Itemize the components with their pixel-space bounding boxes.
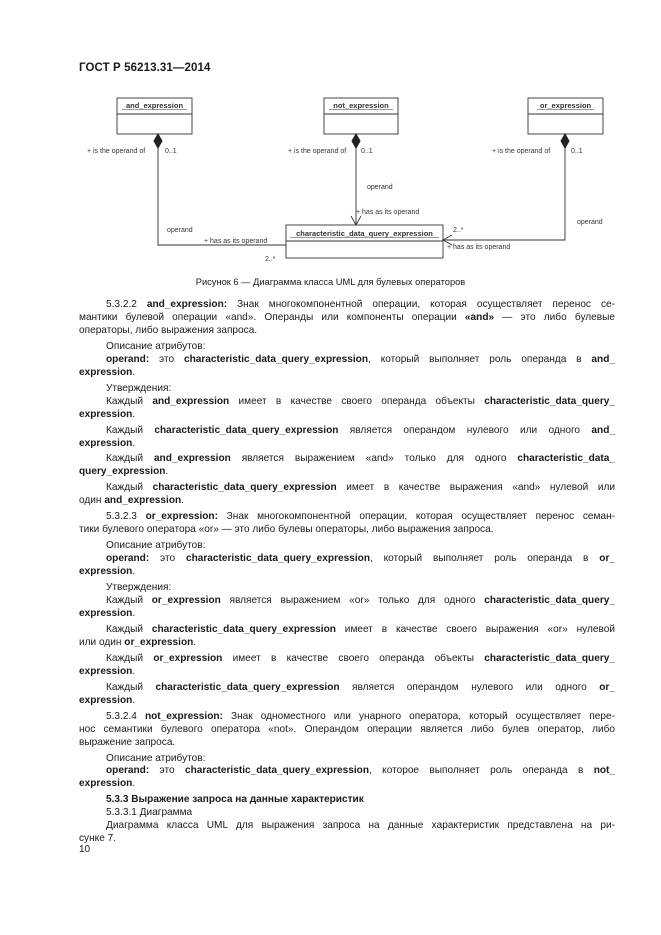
subsection-heading-5-3-3-1: 5.3.3.1 Диаграмма: [106, 807, 193, 819]
attribute-operand-and: operand: это characteristic_data_query_expression, который выполняет роль операнда в and_ expression.: [79, 353, 615, 378]
assertion-and-2: Каждый characteristic_data_query_expression является операндом нулевого или одного and_ expression.: [79, 424, 615, 449]
role-or-operand-of: + is the operand of: [492, 148, 551, 155]
role-and-operand-of: + is the operand of: [87, 148, 146, 155]
paragraph-figure-7-ref: Диаграмма класса UML для выражения запроса на данные характеристик представлена на ри- сунке 7.: [79, 820, 615, 845]
assertion-or-1: Каждый or_expression является выражением «or» только для одного characteristic_data_query_ expression.: [79, 595, 615, 619]
mult-or: 0..1: [571, 148, 583, 155]
document-body: [79, 299, 615, 849]
page-number: 10: [79, 844, 91, 855]
section-heading-5-3-3: 5.3.3 Выражение запроса на данные характеристик: [106, 794, 364, 806]
assertion-or-4: Каждый characteristic_data_query_expression является операндом нулевого или одного or_ expression.: [79, 681, 615, 706]
attributes-heading: Описание атрибутов:: [106, 340, 206, 352]
paragraph-or-expression: 5.3.2.3 or_expression: Знак многокомпонентной операции, которая осуществляет перенос семан- тики булевого оператора «or» — это либо булевы операторы, либо выражения запроса.: [79, 511, 615, 536]
document-header: ГОСТ Р 56213.31—2014: [79, 62, 211, 74]
attributes-heading-3: Описание атрибутов:: [106, 752, 206, 764]
class-name-not: not_expression: [333, 101, 389, 110]
assertions-heading: Утверждения:: [106, 382, 172, 394]
class-name-and: and_expression: [125, 101, 184, 110]
mult-and: 0..1: [165, 148, 177, 155]
figure-caption: Рисунок 6 — Диаграмма класса UML для булевых операторов: [195, 277, 466, 287]
class-name-cdqe: characteristic_data_query_expression: [296, 229, 433, 238]
assertion-and-3: Каждый and_expression является выражением «and» только для одного characteristic_data_ query_expression.: [79, 453, 615, 478]
diamond-or: [561, 134, 569, 148]
mult-and-2: 2..*: [265, 256, 276, 263]
role-or-operand: operand: [577, 219, 603, 226]
role-and-has: + has as its operand: [204, 238, 268, 245]
mult-or-2: 2..*: [453, 227, 464, 234]
assertion-and-1: Каждый and_expression имеет в качестве своего операнда объекты characteristic_data_query_ expression.: [79, 395, 615, 420]
mult-not: 0..1: [361, 148, 373, 155]
role-not-operand: operand: [367, 184, 393, 191]
assertion-or-3: Каждый or_expression имеет в качестве своего операнда объекты characteristic_data_query_ expression.: [79, 652, 615, 677]
role-not-has: + has as its operand: [356, 209, 420, 216]
uml-class-diagram: [0, 88, 661, 268]
class-name-or: or_expression: [539, 101, 592, 110]
assertion-and-4: Каждый characteristic_data_query_expression имеет в качестве выражения «and» нулевой или один and_expression.: [79, 482, 615, 507]
paragraph-not-expression: 5.3.2.4 not_expression: Знак одноместного или унарного оператора, который осуществляет пере- нос семантики булевого оператора «not». Операндом операции является либо булев оператор, либо выражение запроса.: [79, 710, 615, 748]
role-or-has: + has as its operand: [447, 244, 511, 251]
paragraph-and-expression: 5.3.2.2 and_expression: Знак многокомпонентной операции, которая осуществляет перенос се- мантики булевой операции «and». Операнды или компоненты операции «and» — это либо булевые операторы, либо выражения запроса.: [79, 299, 615, 336]
diamond-not: [352, 134, 360, 148]
role-and-operand: operand: [167, 227, 193, 234]
attribute-operand-not: operand: это characteristic_data_query_expression, которое выполняет роль операнда в not_ expression.: [79, 765, 615, 790]
attribute-operand-or: operand: это characteristic_data_query_expression, который выполняет роль операнда в or_ expression.: [79, 553, 615, 578]
diamond-and: [154, 134, 162, 148]
assertions-heading-2: Утверждения:: [106, 582, 172, 594]
attributes-heading-2: Описание атрибутов:: [106, 540, 206, 552]
role-not-operand-of: + is the operand of: [288, 148, 347, 155]
assertion-or-2: Каждый characteristic_data_query_expression имеет в качестве своего выражения «or» нулевой или один or_expression.: [79, 623, 615, 648]
